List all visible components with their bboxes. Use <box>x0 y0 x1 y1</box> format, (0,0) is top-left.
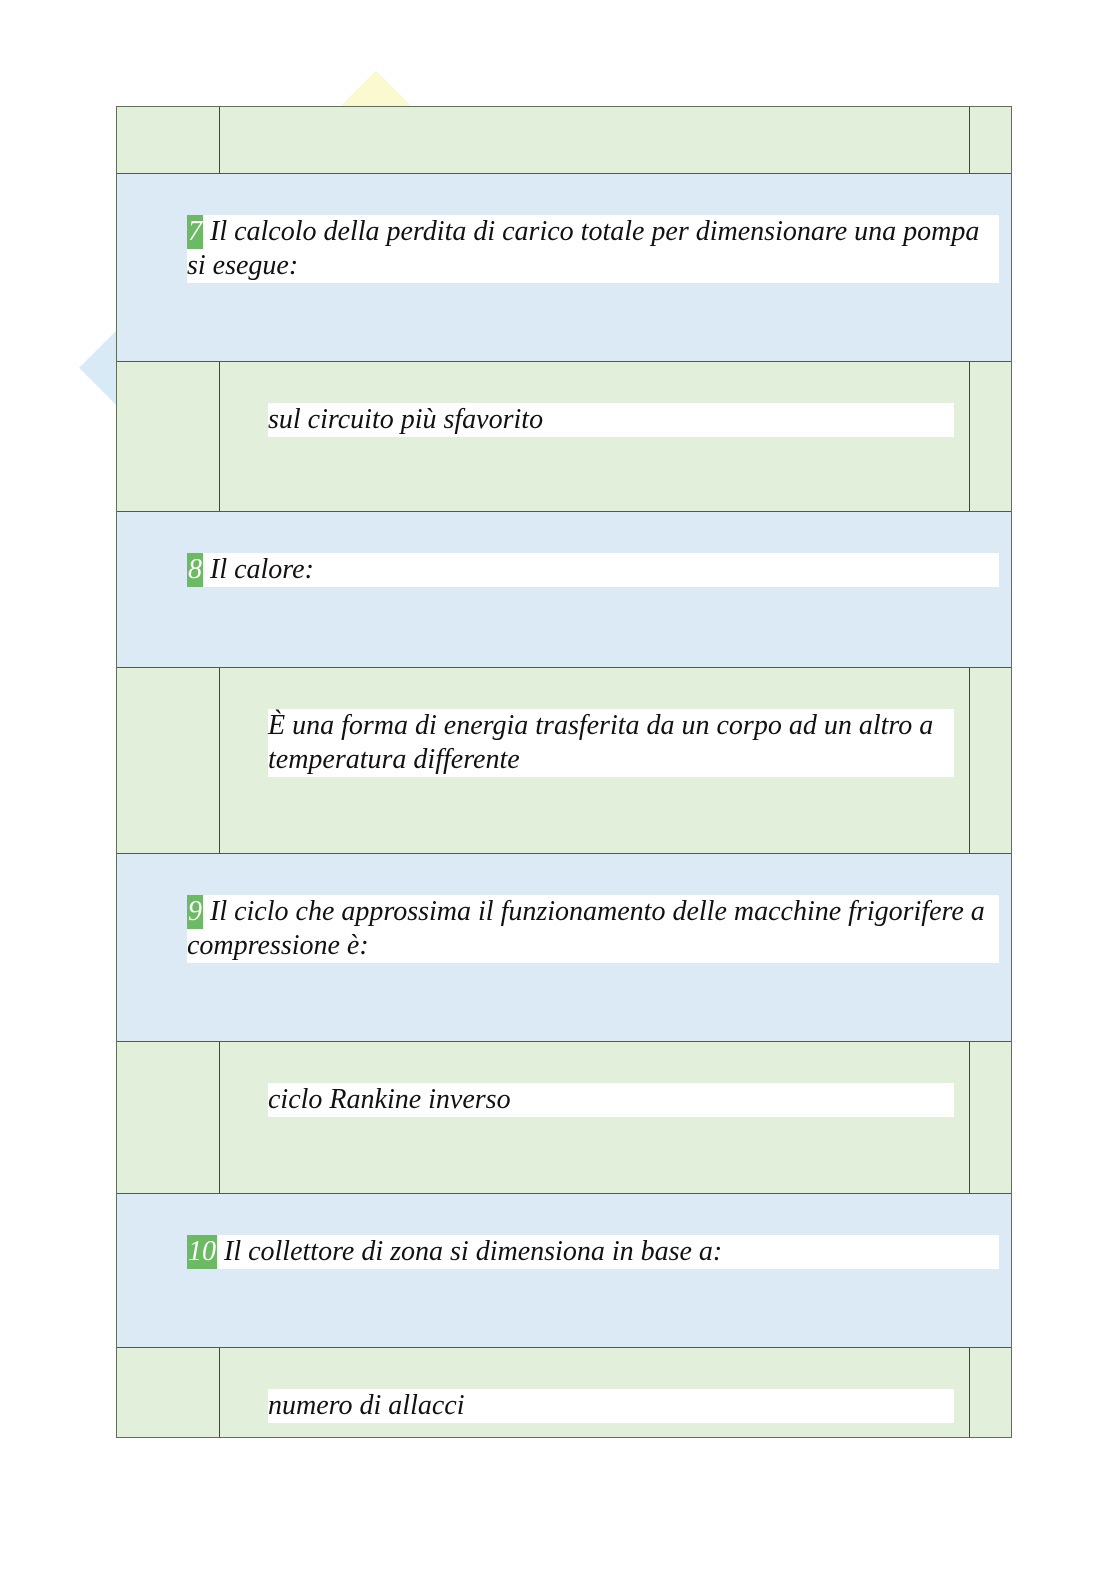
question-text-7 <box>187 215 999 283</box>
quiz-table <box>116 106 1012 1438</box>
answer-row-10 <box>117 1347 1011 1437</box>
column-divider-left <box>219 668 220 853</box>
answer-text-8: È una forma di energia trasferita da un corpo ad un altro a temperatura differente <box>268 709 954 777</box>
column-divider-right <box>969 668 970 853</box>
column-divider-right <box>969 362 970 511</box>
answer-text-9: ciclo Rankine inverso <box>268 1083 954 1117</box>
answer-row-8 <box>117 667 1011 853</box>
column-divider-right <box>969 1042 970 1193</box>
column-divider-left <box>219 1042 220 1193</box>
column-divider-left <box>219 362 220 511</box>
question-number-badge: 7 <box>188 216 202 247</box>
question-number-badge: 10 <box>188 1236 216 1267</box>
answer-row-continuation <box>117 107 1011 173</box>
question-text-9 <box>187 895 999 963</box>
question-text: Il calore: <box>203 554 314 585</box>
question-text: Il collettore di zona si dimensiona in base a: <box>217 1236 723 1267</box>
question-number-badge: 9 <box>188 896 202 927</box>
question-text: Il calcolo della perdita di carico totale per dimensionare una pompa si esegue: <box>187 216 987 281</box>
question-text-8 <box>187 553 999 587</box>
question-row-8 <box>117 511 1011 667</box>
question-row-7 <box>117 173 1011 361</box>
column-divider-right <box>969 1348 970 1437</box>
column-divider-left <box>219 107 220 173</box>
question-text: Il ciclo che approssima il funzionamento delle macchine frigorifere a compressione è: <box>187 896 992 961</box>
answer-row-7 <box>117 361 1011 511</box>
answer-text-10: numero di allacci <box>268 1389 954 1423</box>
question-row-9 <box>117 853 1011 1041</box>
question-text-10 <box>187 1235 999 1269</box>
column-divider-right <box>969 107 970 173</box>
answer-row-9 <box>117 1041 1011 1193</box>
answer-text-7: sul circuito più sfavorito <box>268 403 954 437</box>
question-number-badge: 8 <box>188 554 202 585</box>
column-divider-left <box>219 1348 220 1437</box>
question-row-10 <box>117 1193 1011 1347</box>
